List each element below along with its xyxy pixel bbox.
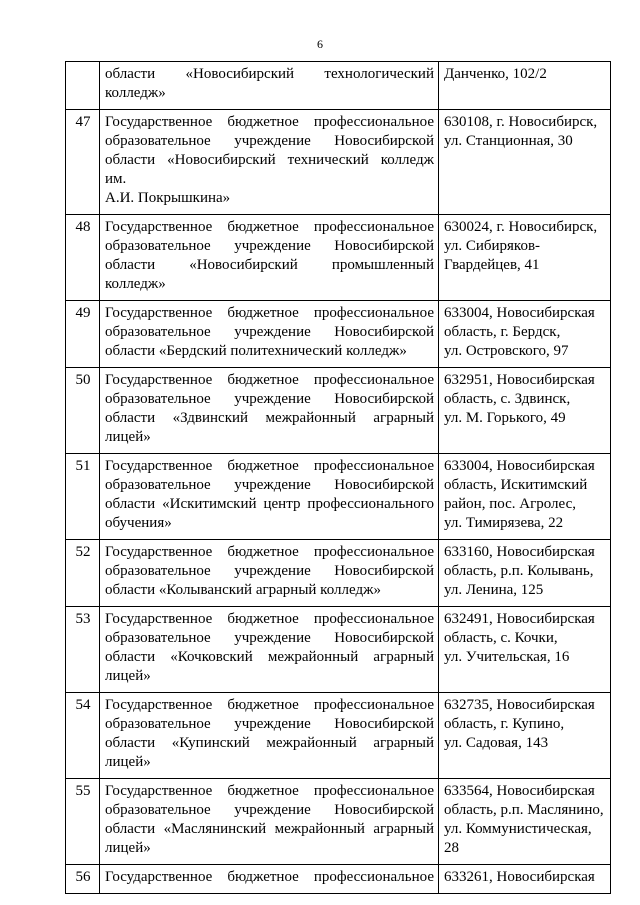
institution-name-line: лицей» — [105, 754, 151, 770]
row-number: 52 — [66, 540, 100, 607]
address-line: область, г. Купино, — [444, 716, 565, 732]
institution-name-line: области «Колыванский аграрный колледж» — [105, 582, 381, 598]
address-line: область, р.п. Колывань, — [444, 563, 594, 579]
address-line: область, г. Бердск, — [444, 324, 561, 340]
page-number: 6 — [317, 37, 323, 51]
institution-name-line: области «Новосибирский промышленный — [105, 257, 434, 273]
institution-name-line: образовательное учреждение Новосибирской — [105, 391, 434, 407]
address-line: Гвардейцев, 41 — [444, 257, 540, 273]
institution-name — [100, 540, 439, 607]
row-number: 53 — [66, 607, 100, 693]
address-line: 632951, Новосибирская — [444, 372, 595, 388]
institution-name — [100, 215, 439, 301]
institution-name-line: Государственное бюджетное профессиональное — [105, 869, 434, 885]
address-line: район, пос. Агролес, — [444, 496, 576, 512]
institution-name-line: Государственное бюджетное профессиональное — [105, 458, 434, 474]
institution-address — [439, 454, 611, 540]
row-number: 50 — [66, 368, 100, 454]
institution-address — [439, 865, 611, 894]
institution-name-line: Государственное бюджетное профессиональное — [105, 783, 434, 799]
address-line: ул. Садовая, 143 — [444, 735, 549, 751]
institution-name-line: области «Кочковский межрайонный аграрный — [105, 649, 434, 665]
institution-name-line: области «Купинский межрайонный аграрный — [105, 735, 434, 751]
table-row — [66, 865, 611, 894]
address-line: 630024, г. Новосибирск, — [444, 219, 598, 235]
address-line: 632491, Новосибирская — [444, 611, 595, 627]
institution-name-line: области «Новосибирский технический колледж им. — [105, 152, 434, 187]
address-line: ул. Островского, 97 — [444, 343, 569, 359]
address-line: 633261, Новосибирская — [444, 869, 595, 885]
institution-name — [100, 607, 439, 693]
address-line: область, Искитимский — [444, 477, 588, 493]
table-row — [66, 62, 611, 110]
institution-name-line: обучения» — [105, 515, 172, 531]
institution-name-line: образовательное учреждение Новосибирской — [105, 716, 434, 732]
institutions-table — [65, 61, 611, 894]
institution-name-line: области «Бердский политехнический колледж» — [105, 343, 407, 359]
institution-name-line: Государственное бюджетное профессиональное — [105, 219, 434, 235]
table-row — [66, 301, 611, 368]
address-line: 633004, Новосибирская — [444, 305, 595, 321]
institution-name-line: области «Здвинский межрайонный аграрный — [105, 410, 434, 426]
table-row — [66, 110, 611, 215]
address-line: ул. Сибиряков- — [444, 238, 541, 254]
address-line: ул. Ленина, 125 — [444, 582, 544, 598]
institution-address — [439, 110, 611, 215]
institution-name-line: Государственное бюджетное профессиональное — [105, 544, 434, 560]
institution-name — [100, 110, 439, 215]
address-line: ул. М. Горького, 49 — [444, 410, 566, 426]
institution-address — [439, 368, 611, 454]
address-line: ул. Учительская, 16 — [444, 649, 570, 665]
table-row — [66, 215, 611, 301]
institution-name-line: образовательное учреждение Новосибирской — [105, 238, 434, 254]
table-row — [66, 368, 611, 454]
institution-address — [439, 540, 611, 607]
institution-name — [100, 693, 439, 779]
row-number: 54 — [66, 693, 100, 779]
table-row — [66, 607, 611, 693]
institution-name-line: Государственное бюджетное профессиональное — [105, 305, 434, 321]
institution-address — [439, 779, 611, 865]
institution-name-line: Государственное бюджетное профессиональное — [105, 372, 434, 388]
institution-address — [439, 301, 611, 368]
address-line: область, р.п. Маслянино, — [444, 802, 604, 818]
institution-name — [100, 779, 439, 865]
institution-name-line: образовательное учреждение Новосибирской — [105, 477, 434, 493]
row-number: 49 — [66, 301, 100, 368]
row-number: 56 — [66, 865, 100, 894]
row-number: 48 — [66, 215, 100, 301]
row-number: 55 — [66, 779, 100, 865]
institution-name — [100, 865, 439, 894]
row-number — [66, 62, 100, 110]
institution-name-line: А.И. Покрышкина» — [105, 190, 231, 206]
institution-name-line: области «Новосибирский технологический — [105, 66, 434, 82]
institution-name-line: образовательное учреждение Новосибирской — [105, 630, 434, 646]
institution-address — [439, 607, 611, 693]
table-row — [66, 454, 611, 540]
institution-name-line: колледж» — [105, 276, 166, 292]
institution-name-line: области «Искитимский центр профессионального — [105, 496, 434, 512]
table-row — [66, 779, 611, 865]
institution-name — [100, 301, 439, 368]
address-line: ул. Тимирязева, 22 — [444, 515, 564, 531]
institution-address — [439, 62, 611, 110]
address-line: ул. Коммунистическая, — [444, 821, 592, 837]
row-number: 47 — [66, 110, 100, 215]
institution-address — [439, 693, 611, 779]
institution-name-line: области «Маслянинский межрайонный аграрный — [105, 821, 434, 837]
institution-name — [100, 368, 439, 454]
address-line: 632735, Новосибирская — [444, 697, 595, 713]
row-number: 51 — [66, 454, 100, 540]
institution-name-line: лицей» — [105, 668, 151, 684]
institution-name-line: Государственное бюджетное профессиональное — [105, 611, 434, 627]
institution-name — [100, 454, 439, 540]
institution-name — [100, 62, 439, 110]
institution-name-line: образовательное учреждение Новосибирской — [105, 324, 434, 340]
institution-name-line: колледж» — [105, 85, 166, 101]
address-line: 633564, Новосибирская — [444, 783, 595, 799]
address-line: область, с. Кочки, — [444, 630, 558, 646]
address-line: 630108, г. Новосибирск, — [444, 114, 598, 130]
address-line: ул. Станционная, 30 — [444, 133, 573, 149]
address-line: Данченко, 102/2 — [444, 66, 547, 82]
institution-name-line: лицей» — [105, 840, 151, 856]
institution-name-line: лицей» — [105, 429, 151, 445]
institution-address — [439, 215, 611, 301]
address-line: 633160, Новосибирская — [444, 544, 595, 560]
address-line: 28 — [444, 840, 459, 856]
institution-name-line: Государственное бюджетное профессиональное — [105, 114, 434, 130]
institution-name-line: образовательное учреждение Новосибирской — [105, 802, 434, 818]
table-row — [66, 540, 611, 607]
address-line: область, с. Здвинск, — [444, 391, 571, 407]
institution-name-line: образовательное учреждение Новосибирской — [105, 563, 434, 579]
table-body — [66, 62, 611, 894]
institution-name-line: Государственное бюджетное профессиональное — [105, 697, 434, 713]
address-line: 633004, Новосибирская — [444, 458, 595, 474]
table-row — [66, 693, 611, 779]
institution-name-line: образовательное учреждение Новосибирской — [105, 133, 434, 149]
